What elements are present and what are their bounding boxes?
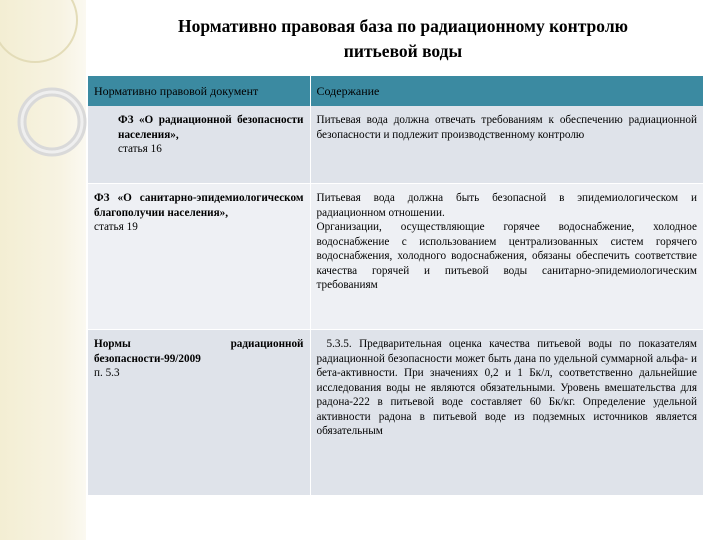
document-cell bbox=[88, 330, 310, 496]
page-title bbox=[86, 14, 720, 64]
title-line-2: питьевой воды bbox=[343, 41, 463, 61]
table-row bbox=[88, 106, 703, 184]
document-cell bbox=[88, 184, 310, 330]
content-paragraph: Организации, осуществляющие горячее водоснабжение, холодное водоснабжение с использованием централизованных систем горячего водоснабжения, холодного водоснабжения, обязаны обеспечить соответствие качества горячей и питьевой воды санитарно-эпидемиологическим требованиям bbox=[316, 221, 697, 291]
table-row bbox=[88, 184, 703, 330]
content-paragraph: 5.3.5. Предварительная оценка качества питьевой воды по показателям радиационной безопасности может быть дана по удельной суммарной альфа- и бета-активности. При значениях 0,2 и 1 Бк/л, соответственно дальнейшие исследования воды не являются обязательными. Уровень вмешательства для радона-222 в питьевой воде составляет 60 Бк/кг. Определение удельной активности радона в питьевой воде из подземных источников является обязательным bbox=[316, 338, 697, 437]
document-title: ФЗ «О радиационной безопасности населения», bbox=[118, 114, 304, 141]
document-title: ФЗ «О санитарно-эпидемиологическом благополучии населения», bbox=[94, 192, 304, 219]
regulations-table bbox=[88, 76, 703, 496]
document-title: Нормы радиационной безопасности-99/2009 bbox=[94, 338, 304, 365]
content-paragraph: Питьевая вода должна быть безопасной в эпидемиологическом и радиационном отношении. bbox=[316, 192, 697, 219]
content-cell bbox=[310, 106, 703, 184]
content-cell bbox=[310, 184, 703, 330]
content-paragraph: Питьевая вода должна отвечать требованиям к обеспечению радиационной безопасности и подлежит производственному контролю bbox=[316, 114, 697, 141]
document-article: п. 5.3 bbox=[94, 367, 120, 379]
column-header-content: Содержание bbox=[310, 76, 703, 106]
document-article: статья 19 bbox=[94, 221, 138, 233]
title-line-1: Нормативно правовая база по радиационному контролю bbox=[177, 16, 629, 36]
document-cell bbox=[88, 106, 310, 184]
content-cell bbox=[310, 330, 703, 496]
column-header-document: Нормативно правовой документ bbox=[88, 76, 310, 106]
table-header-row bbox=[88, 76, 703, 106]
table-row bbox=[88, 330, 703, 496]
document-article: статья 16 bbox=[118, 143, 162, 155]
